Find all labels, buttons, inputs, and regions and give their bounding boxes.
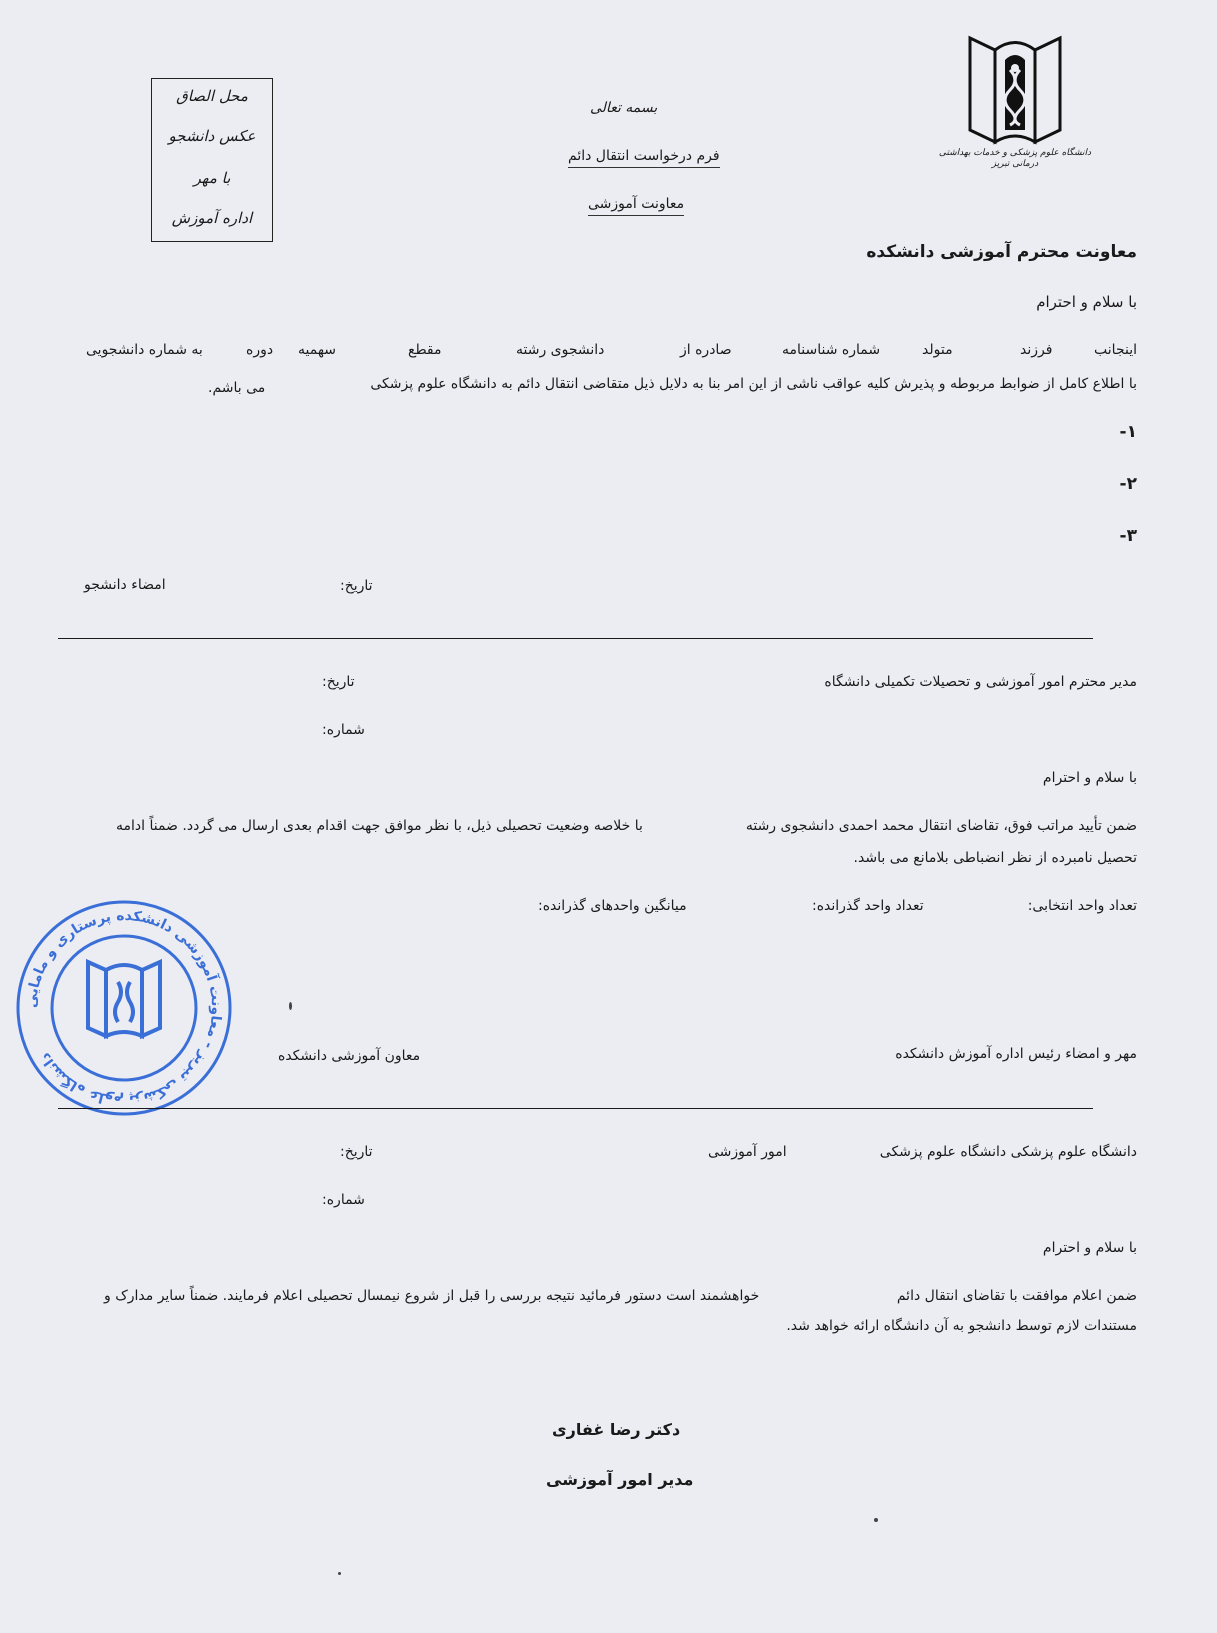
- section2-date-label: تاریخ:: [322, 674, 355, 690]
- scan-speck: [874, 1518, 878, 1522]
- section1-date-label: تاریخ:: [340, 578, 373, 594]
- photo-box-line1: محل الصاق: [176, 87, 248, 105]
- field-major-label: دانشجوی رشته: [516, 342, 605, 358]
- signer-name: دکتر رضا غفاری: [552, 1420, 681, 1439]
- signer-title: مدیر امور آموزشی: [546, 1470, 694, 1489]
- photo-placeholder-box: [151, 78, 273, 242]
- student-signature-label: امضاء دانشجو: [84, 577, 166, 593]
- official-seal: [14, 898, 234, 1118]
- reason-item-2: ۲-: [1119, 474, 1137, 494]
- section1-request-end: می باشم.: [208, 380, 266, 396]
- section2-number-label: شماره:: [322, 722, 365, 738]
- field-id-number-label: شماره شناسنامه: [782, 342, 881, 358]
- section3-date-label: تاریخ:: [340, 1144, 373, 1160]
- field-student-number-label: به شماره دانشجویی: [86, 342, 203, 358]
- logo-caption: دانشگاه علوم پزشکی و خدمات بهداشتی درمانی تبریز: [938, 148, 1092, 169]
- section3-dept: امور آموزشی: [708, 1144, 787, 1160]
- reason-item-1: ۱-: [1119, 422, 1137, 442]
- gpa-passed-label: میانگین واحدهای گذرانده:: [538, 898, 687, 914]
- section2-addressee: مدیر محترم امور آموزشی و تحصیلات تکمیلی دانشگاه: [824, 674, 1137, 690]
- divider-2: [58, 1108, 1093, 1109]
- field-quota-label: سهمیه: [298, 342, 337, 358]
- units-passed-label: تعداد واحد گذرانده:: [812, 898, 924, 914]
- photo-box-line2: عکس دانشجو: [168, 127, 256, 145]
- bismillah: بسمه تعالی: [590, 100, 658, 116]
- section2-discipline-text: تحصیل نامبرده از نظر انضباطی بلامانع می باشد.: [853, 850, 1137, 866]
- seal-ring-text: دانشگاه علوم پزشکی تبریز - معاونت آموزشی دانشکده پرستاری و مامایی: [23, 907, 225, 1109]
- svg-text:دانشگاه علوم پزشکی تبریز - معا: [24, 908, 224, 1108]
- field-level-label: مقطع: [408, 342, 442, 358]
- section3-addressee: دانشگاه علوم پزشکی دانشگاه علوم پزشکی: [879, 1144, 1137, 1160]
- photo-box-line3: با مهر: [193, 169, 231, 187]
- stamp-signature-label: مهر و امضاء رئیس اداره آموزش دانشکده: [895, 1046, 1137, 1062]
- section1-request-text: با اطلاع کامل از ضوابط مربوطه و پذیرش کلیه عواقب ناشی از این امر بنا به دلایل ذیل متقاضی انتقال دائم به دانشگاه علوم پزشکی: [370, 376, 1137, 392]
- scan-speck: [289, 1002, 292, 1010]
- photo-box-line4: اداره آموزش: [171, 209, 253, 227]
- field-term-label: دوره: [246, 342, 274, 358]
- section3-text-a: ضمن اعلام موافقت با تقاضای انتقال دائم: [896, 1288, 1137, 1304]
- section2-approval-text-b: با خلاصه وضعیت تحصیلی ذیل، با نظر موافق جهت اقدام بعدی ارسال می گردد. ضمناً ادامه: [116, 818, 643, 834]
- section1-greeting: با سلام و احترام: [1036, 293, 1137, 311]
- section1-addressee: معاونت محترم آموزشی دانشکده: [866, 242, 1137, 262]
- field-father-label: فرزند: [1020, 342, 1053, 358]
- section3-number-label: شماره:: [322, 1192, 365, 1208]
- units-selected-label: تعداد واحد انتخابی:: [1027, 898, 1137, 914]
- scan-speck: [338, 1572, 341, 1575]
- field-applicant-label: اینجانب: [1094, 342, 1137, 358]
- form-dept: معاونت آموزشی: [588, 196, 684, 216]
- form-title: فرم درخواست انتقال دائم: [568, 148, 720, 168]
- university-logo: [938, 30, 1092, 175]
- divider-1: [58, 638, 1093, 639]
- section3-text-b: خواهشمند است دستور فرمائید نتیجه بررسی را قبل از شروع نیمسال تحصیلی اعلام فرمایند. ضمناً سایر مدارک و: [104, 1288, 760, 1304]
- field-issued-label: صادره از: [680, 342, 732, 358]
- section3-text-c: مستندات لازم توسط دانشجو به آن دانشگاه ارائه خواهد شد.: [786, 1318, 1137, 1334]
- field-birth-label: متولد: [922, 342, 953, 358]
- reason-item-3: ۳-: [1119, 526, 1137, 546]
- section2-greeting: با سلام و احترام: [1042, 770, 1137, 786]
- section2-approval-text-a: ضمن تأیید مراتب فوق، تقاضای انتقال محمد احمدی دانشجوی رشته: [745, 818, 1137, 834]
- vice-dean-label: معاون آموزشی دانشکده: [278, 1048, 421, 1064]
- section3-greeting: با سلام و احترام: [1042, 1240, 1137, 1256]
